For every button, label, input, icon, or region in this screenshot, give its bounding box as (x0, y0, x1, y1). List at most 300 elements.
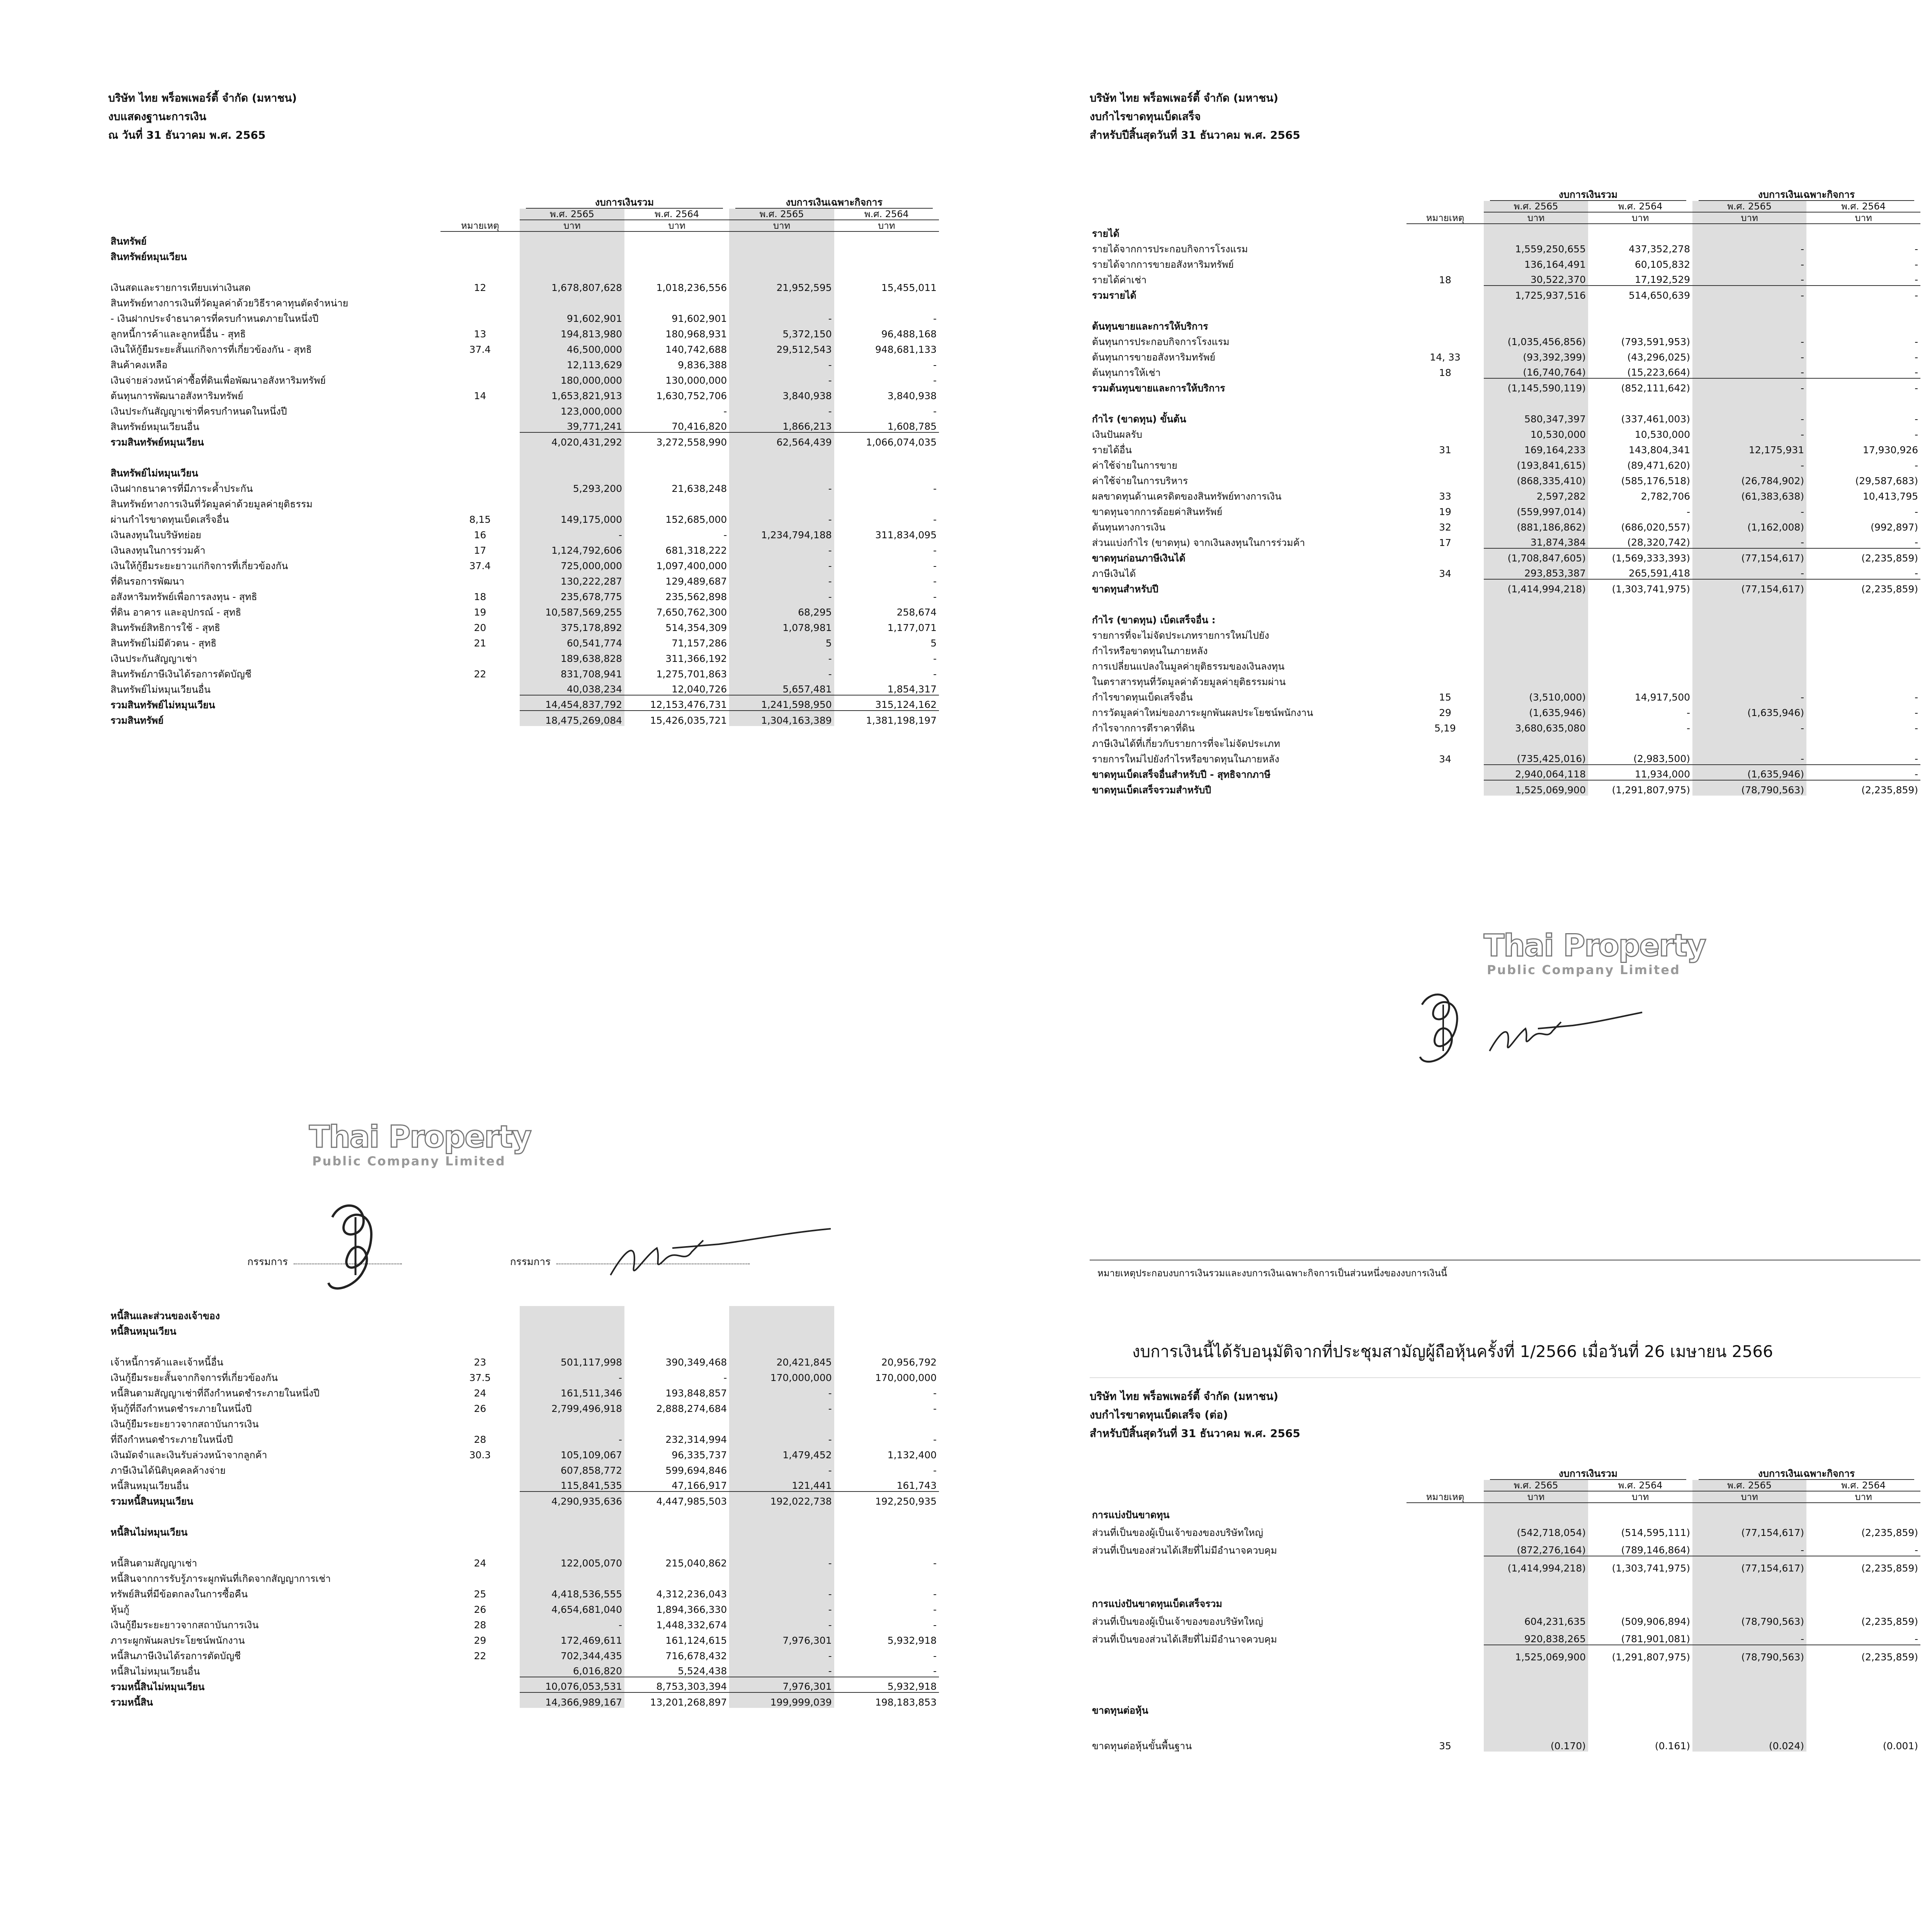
row-value: 15,455,011 (881, 282, 937, 293)
row-label: ภาษีเงินได้ (1092, 568, 1136, 579)
row-value: (1,569,333,393) (1588, 548, 1692, 564)
statement-row (1090, 548, 1920, 564)
row-value: 716,678,432 (665, 1650, 727, 1662)
statement-date: ณ วันที่ 31 ธันวาคม พ.ศ. 2565 (108, 129, 266, 141)
row-label: ส่วนแบ่งกำไร (ขาดทุน) จากเงินลงทุนในการร่วมค้า (1092, 537, 1305, 548)
row-note (440, 494, 520, 510)
row-value: 1,854,317 (887, 684, 937, 695)
row-label: รวมหนี้สินไม่หมุนเวียน (111, 1681, 205, 1692)
row-note (1406, 780, 1484, 796)
row-value: 143,804,341 (1628, 444, 1690, 456)
row-value: 2,888,274,684 (656, 1403, 727, 1414)
income-statement-page (1090, 89, 1920, 1932)
row-value: 12,153,476,731 (624, 695, 729, 711)
row-label: สินทรัพย์สิทธิการใช้ - สุทธิ (111, 622, 221, 633)
statement-row (108, 293, 939, 309)
row-value: - (1914, 537, 1918, 548)
note-header: หมายเหตุ (440, 220, 520, 231)
unit-header: บาท (1692, 212, 1806, 224)
row-value: 18,475,269,084 (520, 711, 624, 726)
row-label: รวมรายได้ (1092, 290, 1136, 301)
row-value: 390,349,468 (665, 1357, 727, 1368)
row-value (1692, 1592, 1806, 1609)
row-note (1406, 224, 1484, 239)
row-note: 18 (474, 591, 486, 602)
row-label: หนี้สินตามสัญญาเช่าที่ถึงกำหนดชำระภายในหนึ่งปี (111, 1388, 320, 1399)
row-note (440, 1569, 520, 1584)
row-value (1806, 394, 1920, 409)
row-label (108, 1337, 440, 1352)
row-label: อสังหาริมทรัพย์เพื่อการลงทุน - สุทธิ (111, 591, 257, 602)
row-value: 30,522,370 (1484, 270, 1588, 286)
year-header: พ.ศ. 2564 (624, 209, 729, 220)
row-value (834, 1306, 939, 1321)
statement-row (1090, 363, 1920, 378)
allocation-table (1090, 1468, 1920, 1752)
row-value: - (1692, 347, 1806, 363)
company-name: บริษัท ไทย พร็อพเพอร์ตี้ จำกัด (มหาชน) (1090, 1390, 1279, 1403)
row-value: 1,124,792,606 (520, 541, 624, 556)
row-value: 21,638,248 (672, 483, 727, 494)
statement-row (1090, 286, 1920, 301)
row-value: - (1914, 352, 1918, 363)
row-note (440, 247, 520, 262)
assets-table (108, 197, 939, 726)
statement-row (108, 711, 939, 726)
row-value: - (729, 371, 834, 386)
row-value: 5 (729, 633, 834, 649)
row-value (834, 1522, 939, 1538)
row-label: รวมหนี้สินหมุนเวียน (111, 1496, 194, 1507)
row-value: 5,932,918 (887, 1635, 937, 1646)
row-value: 1,275,701,863 (656, 668, 727, 680)
row-value: 60,541,774 (520, 633, 624, 649)
row-label: เงินกู้ยืมระยะยาวจากสถาบันการเงิน (111, 1418, 259, 1430)
statement-row (108, 324, 939, 340)
row-value: 1,678,807,628 (520, 278, 624, 293)
row-label (1090, 595, 1406, 610)
row-note: 17 (1439, 537, 1451, 548)
row-value: 948,681,133 (875, 344, 937, 355)
row-note (1406, 626, 1484, 641)
row-value: 29,512,543 (729, 340, 834, 355)
row-value: 96,335,737 (672, 1449, 727, 1461)
statement-row (1090, 1645, 1920, 1663)
statement-row (108, 618, 939, 633)
row-value: (0.161) (1655, 1740, 1690, 1752)
row-value: (2,235,859) (1861, 1616, 1918, 1627)
statement-row (108, 1662, 939, 1677)
row-label (1090, 1645, 1406, 1663)
row-value: 14,454,837,792 (520, 695, 624, 711)
row-value: 10,587,569,255 (520, 602, 624, 618)
row-label: ส่วนที่เป็นของผู้เป็นเจ้าของของบริษัทใหญ่ (1092, 1527, 1263, 1538)
row-note: 15 (1439, 692, 1451, 703)
row-value: 68,295 (729, 602, 834, 618)
row-value (624, 494, 729, 510)
row-value: - (933, 1588, 937, 1600)
row-value (834, 262, 939, 278)
row-note: 26 (474, 1604, 486, 1615)
row-value (1588, 301, 1692, 316)
row-value (624, 463, 729, 479)
row-note (440, 680, 520, 695)
statement-row (1090, 1556, 1920, 1574)
row-value: - (1914, 243, 1918, 255)
row-label: หนี้สินหมุนเวียน (111, 1326, 177, 1337)
statement-row (1090, 409, 1920, 425)
row-value (520, 1507, 624, 1522)
row-label: เงินฝากธนาคารที่มีภาระค้ำประกัน (111, 483, 253, 494)
row-value: 91,602,901 (672, 313, 727, 324)
row-value: 1,479,452 (729, 1445, 834, 1461)
row-value: 311,834,095 (875, 529, 937, 541)
row-note (1406, 471, 1484, 486)
row-note (440, 448, 520, 463)
row-label: เจ้าหนี้การค้าและเจ้าหนี้อื่น (111, 1357, 223, 1368)
row-note: 14 (474, 390, 486, 401)
row-value: (1,414,994,218) (1484, 1556, 1588, 1574)
row-value (729, 1522, 834, 1538)
row-value: 1,177,071 (887, 622, 937, 633)
row-value: - (1914, 460, 1918, 471)
row-value (729, 262, 834, 278)
row-note (1406, 1556, 1484, 1574)
row-label: ต้นทุนการประกอบกิจการโรงแรม (1092, 336, 1230, 347)
statement-row (108, 1569, 939, 1584)
row-value (520, 1522, 624, 1538)
row-label: เงินมัดจำและเงินรับล่วงหน้าจากลูกค้า (111, 1449, 267, 1461)
row-value: - (1692, 718, 1806, 734)
statement-row (108, 602, 939, 618)
row-label: เงินจ่ายล่วงหน้าค่าซื้อที่ดินเพื่อพัฒนาอสังหาริมทรัพย์ (111, 375, 326, 386)
row-value: 1,381,198,197 (834, 711, 939, 726)
row-label: กำไร (ขาดทุน) เบ็ดเสร็จอื่น : (1092, 614, 1216, 626)
statement-row (1090, 301, 1920, 316)
row-value: 11,934,000 (1588, 765, 1692, 780)
row-value: - (729, 1461, 834, 1476)
row-label: รายได้จากการประกอบกิจการโรงแรม (1092, 243, 1248, 255)
row-value: - (1914, 506, 1918, 517)
row-note: 18 (1439, 274, 1451, 286)
row-label (1090, 1716, 1406, 1734)
row-note (440, 1476, 520, 1492)
row-value: - (1914, 429, 1918, 440)
row-note (1406, 378, 1484, 394)
row-value (1692, 734, 1806, 749)
statement-row (108, 695, 939, 711)
row-value: 1,725,937,516 (1484, 286, 1588, 301)
year-header: พ.ศ. 2565 (729, 209, 834, 220)
year-header: พ.ศ. 2564 (1806, 201, 1920, 212)
row-value: (28,320,742) (1627, 537, 1690, 548)
row-value (1484, 656, 1588, 672)
row-value: (78,790,563) (1692, 780, 1806, 796)
row-label: หนี้สินไม่หมุนเวียนอื่น (111, 1666, 200, 1677)
statement-row (1090, 1538, 1920, 1556)
row-value (834, 1569, 939, 1584)
row-value: 2,799,496,918 (520, 1399, 624, 1414)
row-value: 140,742,688 (665, 344, 727, 355)
row-value: 161,511,346 (520, 1383, 624, 1399)
statement-row (108, 1352, 939, 1368)
row-note (440, 1461, 520, 1476)
row-label: รวมสินทรัพย์ (111, 715, 164, 726)
row-value (1484, 734, 1588, 749)
row-value: (3,510,000) (1484, 687, 1588, 703)
row-value: - (933, 1388, 937, 1399)
row-value: - (1686, 707, 1690, 718)
statement-row (1090, 533, 1920, 548)
row-value (1588, 1716, 1692, 1734)
row-value: 235,678,775 (520, 587, 624, 602)
row-label: ที่ถึงกำหนดชำระภายในหนึ่งปี (111, 1434, 233, 1445)
row-value: 4,447,985,503 (624, 1492, 729, 1507)
row-value: - (729, 556, 834, 571)
note-header: หมายเหตุ (1406, 212, 1484, 224)
row-value: 7,650,762,300 (656, 607, 727, 618)
row-value: 5,657,481 (729, 680, 834, 695)
statement-row (108, 1507, 939, 1522)
row-value: 265,591,418 (1628, 568, 1690, 579)
row-value: (735,425,016) (1484, 749, 1588, 765)
row-value: 2,940,064,118 (1484, 765, 1588, 780)
row-value: 161,743 (896, 1480, 937, 1491)
row-label: เงินประกันสัญญาเช่าที่ครบกำหนดในหนึ่งปี (111, 406, 287, 417)
statement-row (108, 1553, 939, 1569)
row-label: ทรัพย์สินที่มีข้อตกลงในการซื้อคืน (111, 1588, 248, 1600)
row-value: - (933, 375, 937, 386)
row-value: 170,000,000 (875, 1372, 937, 1383)
row-note: 34 (1439, 568, 1451, 579)
row-value: (1,035,456,856) (1484, 332, 1588, 347)
unit-header: บาท (1484, 212, 1588, 224)
row-value: - (933, 668, 937, 680)
row-value: 62,564,439 (729, 432, 834, 448)
consolidated-header: งบการเงินรวม (520, 197, 730, 209)
row-value (624, 1538, 729, 1553)
statement-row (1090, 718, 1920, 734)
row-value (729, 463, 834, 479)
row-label (1090, 394, 1406, 409)
row-value: (16,740,764) (1484, 363, 1588, 378)
row-value (1484, 626, 1588, 641)
separate-header: งบการเงินเฉพาะกิจการ (1692, 189, 1920, 201)
row-value: - (1914, 692, 1918, 703)
director-signature-2 (603, 1225, 835, 1287)
row-value (1806, 1663, 1920, 1680)
row-value (729, 1321, 834, 1337)
statement-row (108, 479, 939, 494)
statement-row (1090, 1716, 1920, 1734)
row-label: หนี้สินและส่วนของเจ้าของ (111, 1310, 220, 1321)
row-note (440, 1492, 520, 1507)
statement-row (108, 494, 939, 510)
statement-row (108, 448, 939, 463)
row-value: 5,372,150 (729, 324, 834, 340)
row-value (1484, 394, 1588, 409)
row-value: - (933, 1465, 937, 1476)
unit-header: บาท (624, 220, 729, 231)
row-note (440, 711, 520, 726)
row-value: 91,602,901 (520, 309, 624, 324)
row-note: 24 (474, 1388, 486, 1399)
row-value (1588, 1503, 1692, 1520)
row-value (1692, 656, 1806, 672)
statement-row (1090, 440, 1920, 456)
row-value: 122,005,070 (520, 1553, 624, 1569)
row-note (440, 1321, 520, 1337)
row-value: - (933, 1650, 937, 1662)
row-label: ที่ดิน อาคาร และอุปกรณ์ - สุทธิ (111, 607, 242, 618)
row-note: 8,15 (469, 514, 491, 525)
unit-header: บาท (1806, 212, 1920, 224)
row-note (1406, 595, 1484, 610)
row-value: 123,000,000 (520, 401, 624, 417)
row-value: (77,154,617) (1692, 579, 1806, 595)
row-label: ลูกหนี้การค้าและลูกหนี้อื่น - สุทธิ (111, 328, 246, 340)
row-value: 437,352,278 (1628, 243, 1690, 255)
row-value (1588, 1592, 1692, 1609)
row-value: (585,176,518) (1621, 475, 1690, 486)
row-value (1692, 610, 1806, 626)
statement-row (1090, 270, 1920, 286)
year-header: พ.ศ. 2565 (1692, 1480, 1806, 1491)
statement-row (1090, 425, 1920, 440)
row-label (108, 448, 440, 463)
approval-statement: งบการเงินนี้ได้รับอนุมัติจากที่ประชุมสามัญผู้ถือหุ้นครั้งที่ 1/2566 เมื่อวันที่ 26 เมษายน 2566 (1132, 1342, 1773, 1361)
row-label (108, 262, 440, 278)
statement-period: สำหรับปีสิ้นสุดวันที่ 31 ธันวาคม พ.ศ. 2565 (1090, 129, 1300, 141)
row-value (1484, 595, 1588, 610)
row-note (440, 293, 520, 309)
row-value (1588, 316, 1692, 332)
row-value: (559,997,014) (1484, 502, 1588, 517)
row-value: - (933, 560, 937, 571)
row-note (1406, 656, 1484, 672)
statement-row (108, 1414, 939, 1430)
row-note (440, 1306, 520, 1321)
row-note: 34 (1439, 753, 1451, 765)
row-note: 14, 33 (1430, 352, 1461, 363)
row-label (1090, 1556, 1406, 1574)
logo-wordmark: Thai Property (1484, 929, 1706, 963)
row-label: รายได้จากการขายอสังหาริมทรัพย์ (1092, 259, 1234, 270)
row-label: ขาดทุนจากการด้อยค่าสินทรัพย์ (1092, 506, 1223, 517)
row-label: เงินลงทุนในบริษัทย่อย (111, 529, 201, 541)
row-value: - (1914, 336, 1918, 347)
row-value: 10,413,795 (1862, 491, 1918, 502)
row-value: 60,105,832 (1634, 259, 1690, 270)
row-note: 37.4 (469, 344, 491, 355)
row-value: (852,111,642) (1588, 378, 1692, 394)
row-value: - (1806, 378, 1920, 394)
statement-period: สำหรับปีสิ้นสุดวันที่ 31 ธันวาคม พ.ศ. 2565 (1090, 1427, 1300, 1440)
row-value: (2,235,859) (1806, 780, 1920, 796)
statement-row (108, 1445, 939, 1461)
statement-row (1090, 502, 1920, 517)
row-label: รายได้ค่าเช่า (1092, 274, 1147, 286)
row-value (520, 1569, 624, 1584)
row-value: (0.170) (1484, 1734, 1588, 1752)
statement-row (108, 1692, 939, 1708)
row-label (108, 1538, 440, 1553)
row-note (1406, 672, 1484, 687)
row-value (729, 1538, 834, 1553)
statement-row (108, 231, 939, 247)
row-value: - (729, 571, 834, 587)
row-value: 604,231,635 (1484, 1609, 1588, 1627)
row-value (1588, 610, 1692, 626)
row-value: - (933, 313, 937, 324)
unit-header: บาท (1484, 1491, 1588, 1503)
statement-row (108, 386, 939, 401)
row-value: - (1692, 687, 1806, 703)
row-label: กำไร (ขาดทุน) ขั้นต้น (1092, 413, 1186, 425)
statement-row (1090, 734, 1920, 749)
statement-row (108, 1337, 939, 1352)
row-value: - (1806, 286, 1920, 301)
row-value: 6,016,820 (520, 1662, 624, 1677)
row-value: (193,841,615) (1484, 456, 1588, 471)
row-value (1806, 734, 1920, 749)
row-value (729, 1507, 834, 1522)
statement-row (108, 278, 939, 293)
row-note (440, 463, 520, 479)
row-value: 169,164,233 (1484, 440, 1588, 456)
statement-row (1090, 579, 1920, 595)
row-value (729, 247, 834, 262)
row-note: 30.3 (469, 1449, 491, 1461)
row-value (1484, 1680, 1588, 1698)
row-value (1588, 626, 1692, 641)
row-label: สินทรัพย์ทางการเงินที่วัดมูลค่าด้วยวิธีราคาทุนตัดจำหน่าย (111, 298, 349, 309)
row-value (1588, 1680, 1692, 1698)
row-value (834, 494, 939, 510)
row-value: 1,448,332,674 (656, 1619, 727, 1631)
statement-row (108, 664, 939, 680)
row-value: - (1692, 425, 1806, 440)
statement-row (108, 556, 939, 571)
statement-row (108, 1584, 939, 1600)
row-value: 15,426,035,721 (624, 711, 729, 726)
row-value: - (1914, 568, 1918, 579)
year-header: พ.ศ. 2564 (834, 209, 939, 220)
row-label: สินค้าคงเหลือ (111, 359, 168, 371)
note-header: หมายเหตุ (1406, 1491, 1484, 1503)
row-note (440, 355, 520, 371)
row-note: 19 (474, 607, 486, 618)
statement-row (108, 1368, 939, 1383)
row-value (1692, 1663, 1806, 1680)
statement-row (1090, 687, 1920, 703)
row-value: (1,303,741,975) (1588, 579, 1692, 595)
row-note: 24 (474, 1558, 486, 1569)
statement-row (1090, 347, 1920, 363)
row-value: 194,813,980 (520, 324, 624, 340)
row-label: ค่าใช้จ่ายในการบริหาร (1092, 475, 1188, 486)
year-header: พ.ศ. 2565 (1484, 201, 1588, 212)
unit-header: บาท (1692, 1491, 1806, 1503)
row-note (1406, 765, 1484, 780)
row-value: - (1686, 506, 1690, 517)
row-value: 4,312,236,043 (656, 1588, 727, 1600)
row-value: (2,235,859) (1806, 1556, 1920, 1574)
statement-row (1090, 255, 1920, 270)
row-value: (2,983,500) (1633, 753, 1690, 764)
row-label: การแบ่งปันขาดทุนเบ็ดเสร็จรวม (1092, 1598, 1223, 1609)
row-value: (1,414,994,218) (1484, 579, 1588, 595)
